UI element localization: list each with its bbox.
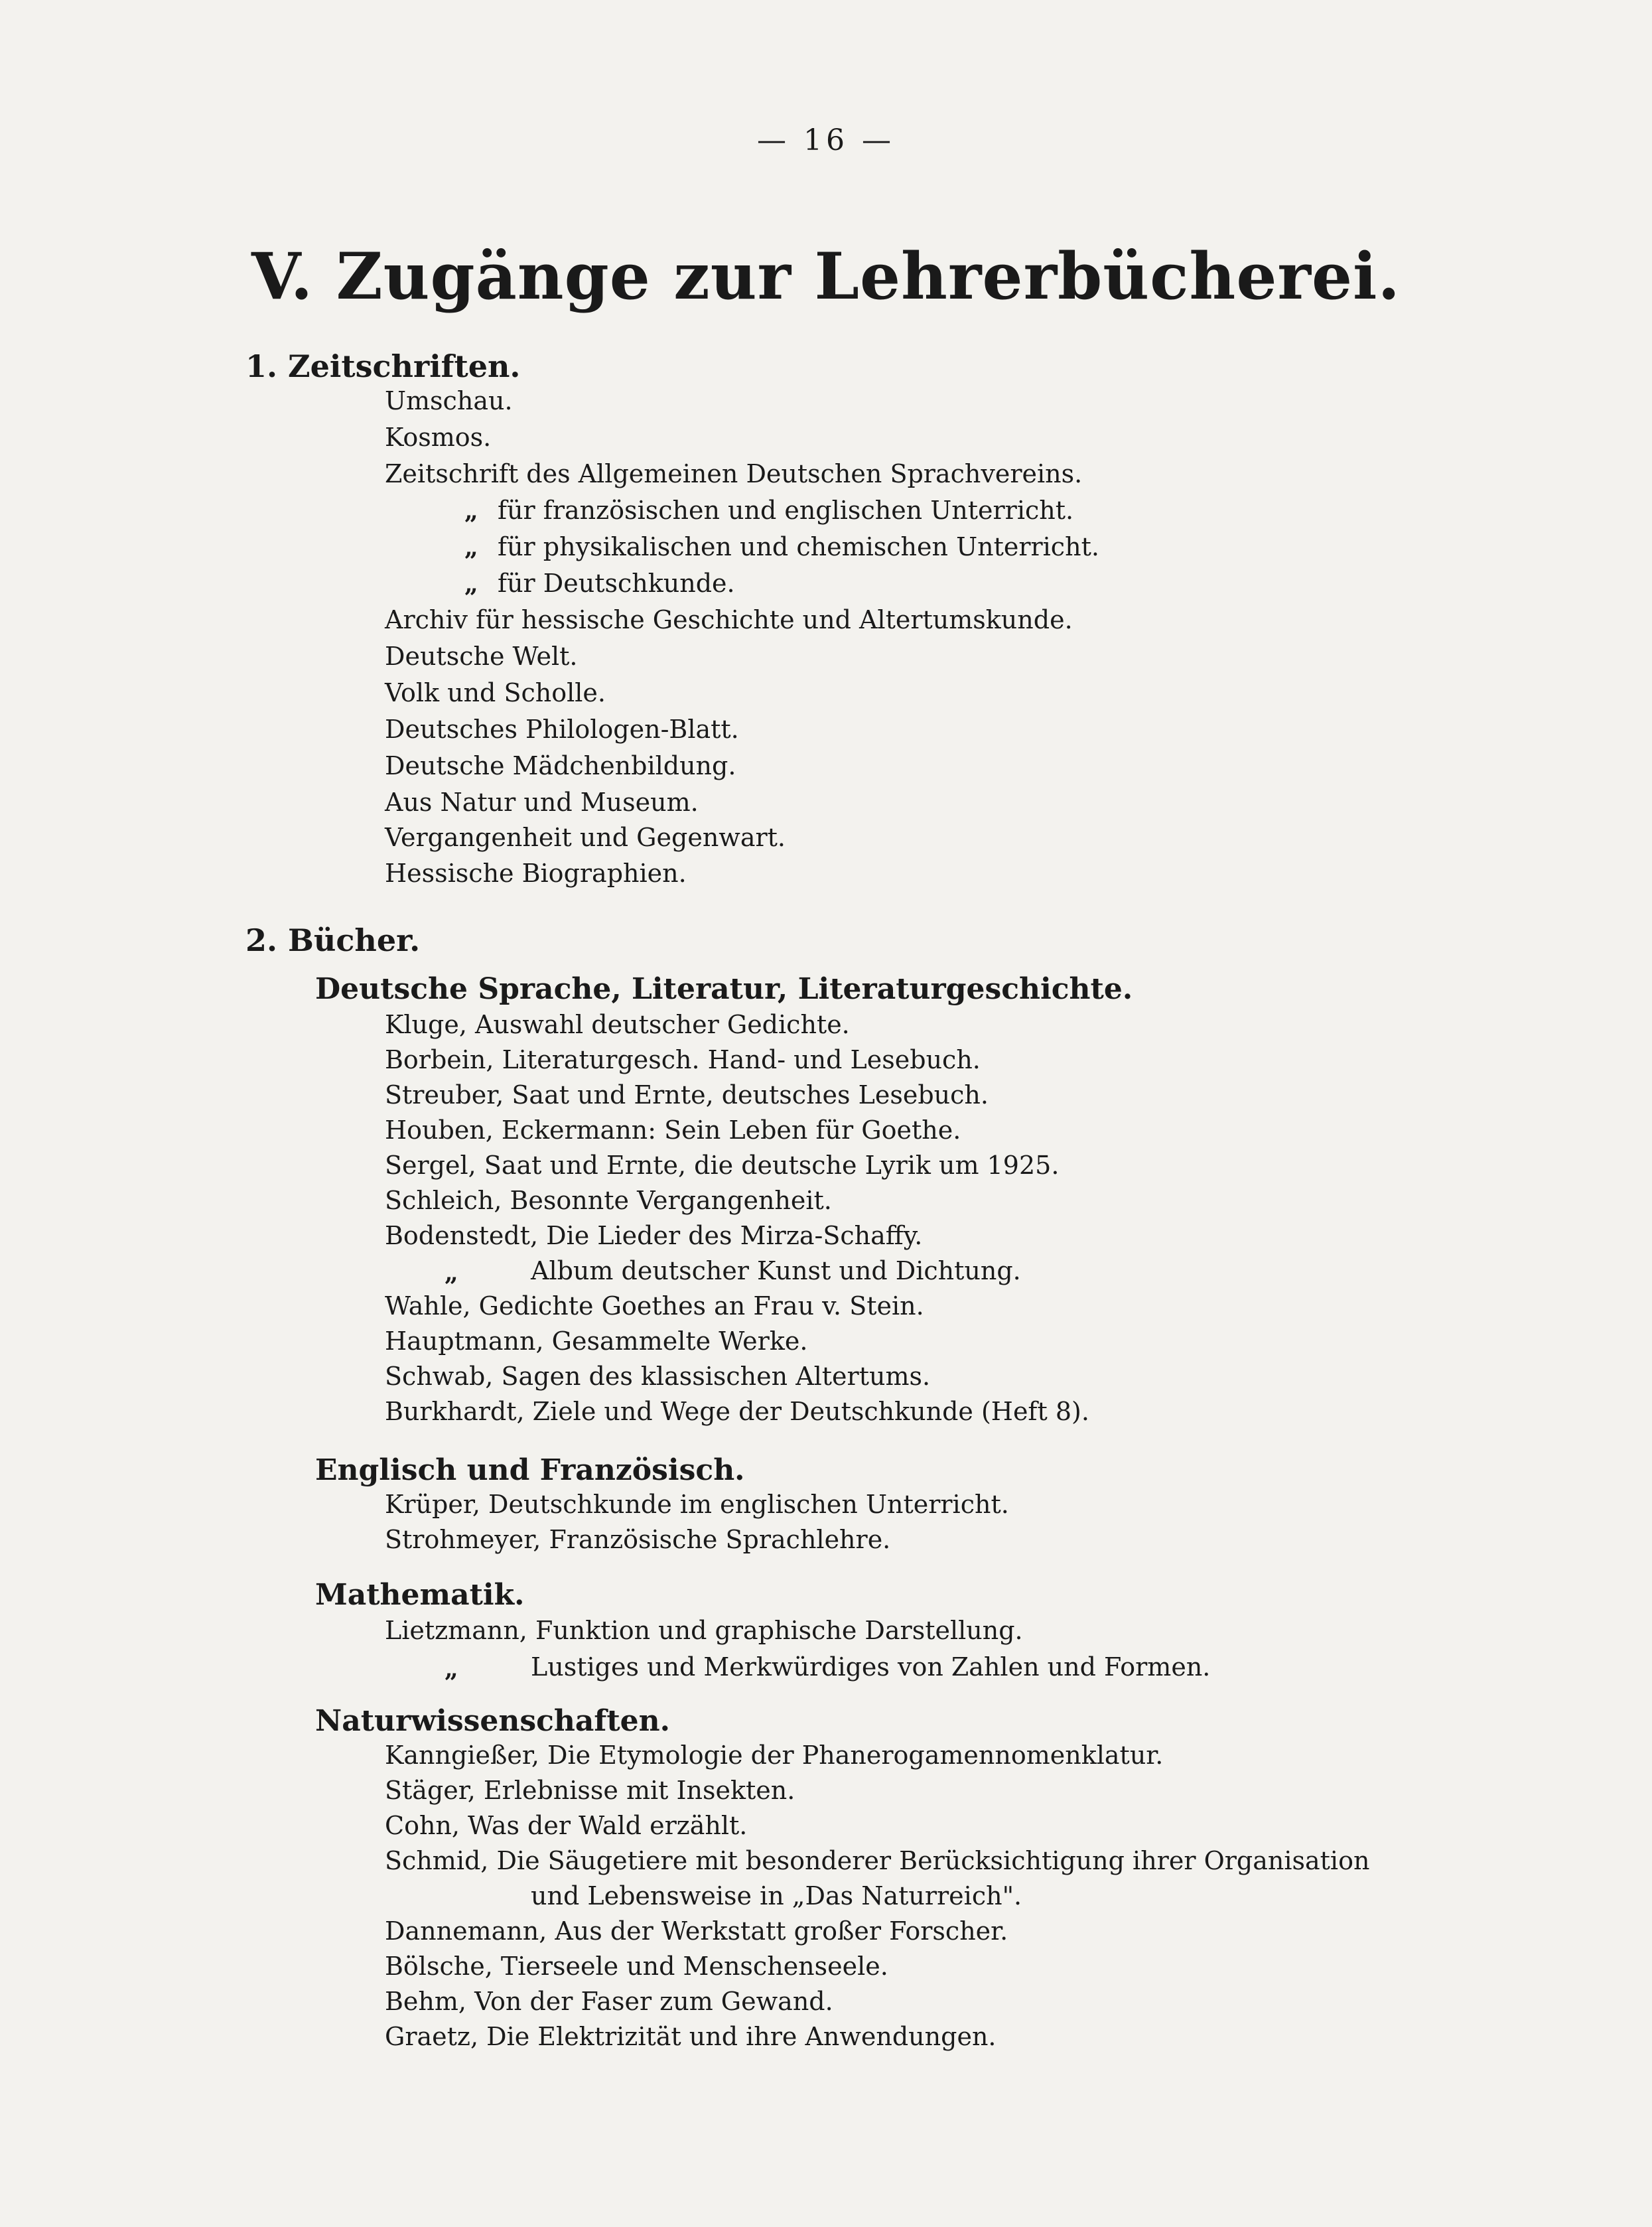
sub-heading-deutsche-sprache: Deutsche Sprache, Literatur, Literaturgeschichte.: [315, 972, 1133, 1006]
list-item: Krüper, Deutschkunde im englischen Unterricht.: [385, 1490, 1009, 1519]
ditto-mark: „: [445, 1259, 458, 1287]
list-item: Sergel, Saat und Ernte, die deutsche Lyrik um 1925.: [385, 1151, 1060, 1180]
section-heading-zeitschriften: 1. Zeitschriften.: [245, 348, 521, 384]
list-item: Wahle, Gedichte Goethes an Frau v. Stein.: [385, 1291, 924, 1321]
list-item: Hauptmann, Gesammelte Werke.: [385, 1327, 808, 1356]
ditto-mark: „: [445, 1655, 458, 1683]
ditto-mark: „: [464, 534, 478, 561]
list-item-continuation: und Lebensweise in „Das Naturreich".: [531, 1881, 1022, 1910]
list-item: Houben, Eckermann: Sein Leben für Goethe.: [385, 1115, 961, 1145]
list-item: Dannemann, Aus der Werkstatt großer Forscher.: [385, 1916, 1008, 1946]
list-item: Strohmeyer, Französische Sprachlehre.: [385, 1525, 891, 1554]
list-item: Graetz, Die Elektrizität und ihre Anwendungen.: [385, 2022, 997, 2051]
list-item: Aus Natur und Museum.: [385, 788, 699, 817]
list-item: Bodenstedt, Die Lieder des Mirza-Schaffy.: [385, 1221, 923, 1250]
list-item: Deutsche Mädchenbildung.: [385, 751, 736, 780]
list-item: für französischen und englischen Unterricht.: [498, 496, 1074, 525]
list-item: Kosmos.: [385, 423, 492, 452]
list-item: für Deutschkunde.: [498, 569, 735, 598]
page-title: V. Zugänge zur Lehrerbücherei.: [251, 239, 1401, 314]
list-item: Deutsche Welt.: [385, 642, 578, 671]
list-item: Stäger, Erlebnisse mit Insekten.: [385, 1776, 795, 1805]
list-item: Kanngießer, Die Etymologie der Phanerogamennomenklatur.: [385, 1741, 1164, 1770]
list-item: Zeitschrift des Allgemeinen Deutschen Sprachvereins.: [385, 459, 1083, 488]
sub-heading-naturwissenschaften: Naturwissenschaften.: [315, 1704, 670, 1738]
list-item: Kluge, Auswahl deutscher Gedichte.: [385, 1010, 850, 1039]
section-heading-buecher: 2. Bücher.: [245, 922, 421, 958]
list-item: Volk und Scholle.: [385, 678, 606, 707]
list-item: Streuber, Saat und Ernte, deutsches Lesebuch.: [385, 1080, 989, 1110]
list-item: Burkhardt, Ziele und Wege der Deutschkunde (Heft 8).: [385, 1397, 1089, 1426]
sub-heading-englisch-franzoesisch: Englisch und Französisch.: [315, 1453, 745, 1487]
ditto-mark: „: [464, 497, 478, 525]
list-item: Schleich, Besonnte Vergangenheit.: [385, 1186, 832, 1215]
list-item: Archiv für hessische Geschichte und Altertumskunde.: [385, 605, 1073, 634]
sub-heading-mathematik: Mathematik.: [315, 1578, 525, 1612]
page-number: — 16 —: [757, 123, 895, 157]
list-item: für physikalischen und chemischen Unterricht.: [498, 532, 1099, 561]
list-item: Bölsche, Tierseele und Menschenseele.: [385, 1952, 888, 1981]
list-item: Schwab, Sagen des klassischen Altertums.: [385, 1362, 931, 1391]
list-item: Hessische Biographien.: [385, 859, 687, 888]
list-item: Album deutscher Kunst und Dichtung.: [531, 1256, 1021, 1285]
list-item: Behm, Von der Faser zum Gewand.: [385, 1987, 833, 2016]
list-item: Deutsches Philologen-Blatt.: [385, 715, 739, 744]
list-item: Schmid, Die Säugetiere mit besonderer Berücksichtigung ihrer Organisation: [385, 1846, 1370, 1875]
list-item: Lietzmann, Funktion und graphische Darstellung.: [385, 1616, 1023, 1645]
list-item: Cohn, Was der Wald erzählt.: [385, 1811, 748, 1840]
list-item: Borbein, Literaturgesch. Hand- und Lesebuch.: [385, 1045, 981, 1074]
list-item: Umschau.: [385, 386, 513, 415]
list-item: Vergangenheit und Gegenwart.: [385, 823, 786, 852]
ditto-mark: „: [464, 570, 478, 598]
list-item: Lustiges und Merkwürdiges von Zahlen und Formen.: [531, 1652, 1211, 1682]
